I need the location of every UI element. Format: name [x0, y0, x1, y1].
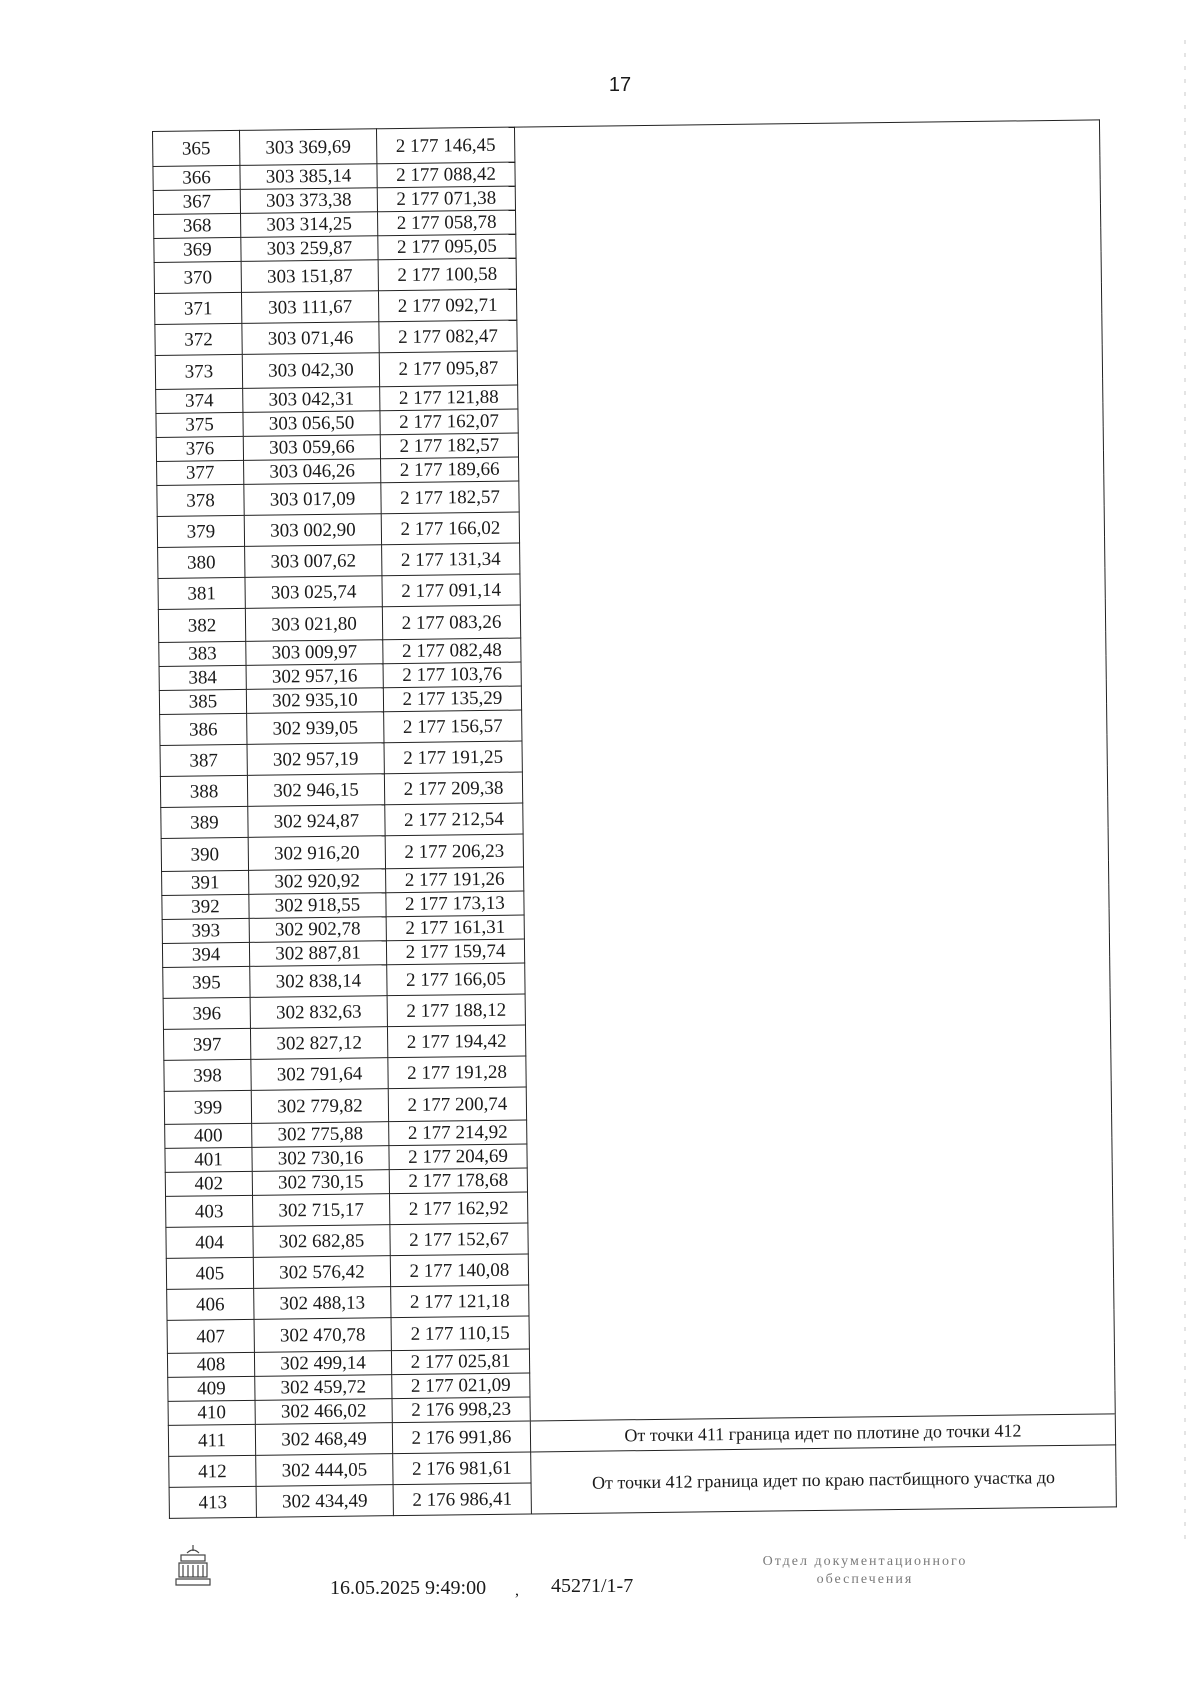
y-coordinate-cell: 2 177 095,05	[378, 234, 516, 260]
x-coordinate-cell: 302 488,13	[254, 1287, 391, 1320]
x-coordinate-cell: 302 468,49	[255, 1423, 392, 1456]
table-row	[153, 120, 1100, 167]
x-coordinate-cell: 302 730,15	[252, 1170, 389, 1196]
point-number-cell: 373	[155, 354, 242, 389]
y-coordinate-cell: 2 177 166,02	[381, 512, 519, 545]
point-number-cell: 408	[167, 1352, 254, 1377]
y-coordinate-cell: 2 177 021,09	[392, 1373, 530, 1399]
point-number-cell: 366	[153, 165, 240, 190]
point-number-cell: 393	[162, 918, 249, 943]
x-coordinate-cell: 303 042,30	[242, 353, 379, 389]
point-number-cell: 386	[160, 713, 247, 745]
x-coordinate-cell: 302 924,87	[248, 805, 385, 838]
x-coordinate-cell: 302 459,72	[255, 1375, 392, 1401]
x-coordinate-cell: 303 369,69	[239, 129, 376, 166]
y-coordinate-cell: 2 177 209,38	[384, 772, 522, 805]
point-number-cell: 367	[153, 189, 240, 214]
y-coordinate-cell: 2 177 191,26	[386, 867, 524, 893]
y-coordinate-cell: 2 177 161,31	[386, 915, 524, 941]
x-coordinate-cell: 303 259,87	[241, 236, 378, 262]
point-number-cell: 399	[164, 1090, 251, 1124]
point-number-cell: 381	[158, 577, 245, 609]
point-number-cell: 372	[155, 323, 242, 355]
y-coordinate-cell: 2 177 025,81	[391, 1349, 529, 1375]
stamp-line-2: обеспечения	[816, 1572, 914, 1588]
point-number-cell: 378	[157, 484, 244, 516]
point-number-cell: 377	[157, 460, 244, 485]
x-coordinate-cell: 302 916,20	[248, 836, 385, 871]
point-number-cell: 383	[159, 641, 246, 666]
point-number-cell: 412	[169, 1455, 256, 1487]
point-number-cell: 392	[162, 894, 249, 919]
coordinates-table-wrapper	[152, 119, 1117, 1518]
x-coordinate-cell: 303 042,31	[243, 387, 380, 413]
y-coordinate-cell: 2 177 194,42	[387, 1025, 525, 1058]
y-coordinate-cell: 2 177 162,07	[380, 409, 518, 435]
y-coordinate-cell: 2 177 082,47	[379, 320, 517, 353]
y-coordinate-cell: 2 177 100,58	[378, 258, 516, 291]
point-number-cell: 374	[156, 388, 243, 413]
y-coordinate-cell: 2 177 159,74	[386, 939, 524, 965]
x-coordinate-cell: 303 373,38	[240, 188, 377, 214]
point-number-cell: 394	[162, 942, 249, 967]
x-coordinate-cell: 303 002,90	[244, 514, 381, 547]
y-coordinate-cell: 2 177 103,76	[383, 662, 521, 688]
y-coordinate-cell: 2 177 204,69	[389, 1144, 527, 1170]
document-code: 45271/1-7	[551, 1575, 634, 1597]
x-coordinate-cell: 302 920,92	[249, 869, 386, 895]
y-coordinate-cell: 2 177 058,78	[378, 210, 516, 236]
x-coordinate-cell: 302 730,16	[252, 1146, 389, 1172]
description-cell-empty	[514, 120, 1115, 1421]
x-coordinate-cell: 303 009,97	[246, 640, 383, 666]
y-coordinate-cell: 2 177 131,34	[382, 543, 520, 576]
x-coordinate-cell: 303 385,14	[240, 164, 377, 190]
y-coordinate-cell: 2 177 191,28	[388, 1056, 526, 1089]
y-coordinate-cell: 2 177 182,57	[380, 433, 518, 459]
x-coordinate-cell: 302 682,85	[253, 1225, 390, 1258]
x-coordinate-cell: 302 470,78	[254, 1318, 391, 1353]
point-number-cell: 411	[168, 1424, 255, 1456]
y-coordinate-cell: 2 177 189,66	[381, 457, 519, 483]
point-number-cell: 391	[162, 870, 249, 895]
y-coordinate-cell: 2 177 088,42	[377, 162, 515, 188]
y-coordinate-cell: 2 177 146,45	[376, 127, 514, 164]
point-number-cell: 407	[167, 1319, 254, 1353]
y-coordinate-cell: 2 177 092,71	[378, 289, 516, 322]
point-number-cell: 369	[154, 237, 241, 262]
y-coordinate-cell: 2 177 162,92	[390, 1192, 528, 1225]
x-coordinate-cell: 303 046,26	[244, 459, 381, 485]
x-coordinate-cell: 302 939,05	[247, 712, 384, 745]
point-number-cell: 375	[156, 412, 243, 437]
y-coordinate-cell: 2 176 998,23	[392, 1397, 530, 1423]
point-number-cell: 365	[153, 130, 240, 166]
point-number-cell: 398	[164, 1059, 251, 1091]
x-coordinate-cell: 303 059,66	[243, 435, 380, 461]
x-coordinate-cell: 302 827,12	[250, 1027, 387, 1060]
y-coordinate-cell: 2 177 083,26	[382, 605, 520, 640]
coordinates-table	[152, 119, 1117, 1518]
description-cell: От точки 411 граница идет по плотине до точки 412	[530, 1414, 1115, 1452]
point-number-cell: 402	[165, 1171, 252, 1196]
point-number-cell: 376	[156, 436, 243, 461]
point-number-cell: 382	[158, 608, 245, 642]
y-coordinate-cell: 2 177 214,92	[389, 1120, 527, 1146]
x-coordinate-cell: 303 021,80	[245, 607, 382, 642]
x-coordinate-cell: 302 715,17	[253, 1194, 390, 1227]
y-coordinate-cell: 2 176 986,41	[393, 1483, 531, 1516]
x-coordinate-cell: 303 017,09	[244, 483, 381, 516]
stamp-line-1: Отдел документационного	[762, 1554, 968, 1569]
point-number-cell: 403	[166, 1195, 253, 1227]
point-number-cell: 380	[158, 546, 245, 578]
y-coordinate-cell: 2 177 121,18	[391, 1285, 529, 1318]
point-number-cell: 390	[161, 837, 248, 871]
x-coordinate-cell: 302 499,14	[254, 1351, 391, 1377]
point-number-cell: 388	[160, 775, 247, 807]
point-number-cell: 396	[163, 997, 250, 1029]
y-coordinate-cell: 2 177 082,48	[383, 638, 521, 664]
point-number-cell: 406	[167, 1288, 254, 1320]
x-coordinate-cell: 303 056,50	[243, 411, 380, 437]
y-coordinate-cell: 2 177 152,67	[390, 1223, 528, 1256]
y-coordinate-cell: 2 177 140,08	[390, 1254, 528, 1287]
y-coordinate-cell: 2 177 091,14	[382, 574, 520, 607]
x-coordinate-cell: 302 791,64	[251, 1058, 388, 1091]
point-number-cell: 395	[163, 966, 250, 998]
point-number-cell: 371	[154, 292, 241, 324]
point-number-cell: 385	[159, 689, 246, 714]
x-coordinate-cell: 302 775,88	[252, 1122, 389, 1148]
x-coordinate-cell: 302 918,55	[249, 893, 386, 919]
x-coordinate-cell: 302 957,16	[246, 664, 383, 690]
x-coordinate-cell: 302 466,02	[255, 1399, 392, 1425]
point-number-cell: 409	[168, 1376, 255, 1401]
x-coordinate-cell: 303 151,87	[241, 260, 378, 293]
x-coordinate-cell: 303 025,74	[245, 576, 382, 609]
point-number-cell: 370	[154, 261, 241, 293]
x-coordinate-cell: 302 902,78	[249, 917, 386, 943]
y-coordinate-cell: 2 177 071,38	[377, 186, 515, 212]
x-coordinate-cell: 302 832,63	[250, 996, 387, 1029]
y-coordinate-cell: 2 177 212,54	[385, 803, 523, 836]
y-coordinate-cell: 2 177 200,74	[388, 1087, 526, 1122]
point-number-cell: 405	[166, 1257, 253, 1289]
office-stamp	[725, 1553, 1005, 1589]
point-number-cell: 401	[165, 1147, 252, 1172]
y-coordinate-cell: 2 177 110,15	[391, 1316, 529, 1351]
point-number-cell: 368	[154, 213, 241, 238]
x-coordinate-cell: 303 071,46	[242, 322, 379, 355]
footer-separator: ,	[515, 1582, 519, 1599]
point-number-cell: 397	[163, 1028, 250, 1060]
y-coordinate-cell: 2 176 981,61	[393, 1452, 531, 1485]
y-coordinate-cell: 2 177 166,05	[387, 963, 525, 996]
page-number: 17	[608, 74, 632, 96]
x-coordinate-cell: 303 314,25	[241, 212, 378, 238]
x-coordinate-cell: 302 838,14	[250, 965, 387, 998]
y-coordinate-cell: 2 177 121,88	[380, 385, 518, 411]
footer-date: 16.05.2025 9:49:00	[330, 1577, 487, 1599]
point-number-cell: 413	[169, 1486, 256, 1518]
y-coordinate-cell: 2 177 182,57	[381, 481, 519, 514]
x-coordinate-cell: 302 576,42	[253, 1256, 390, 1289]
x-coordinate-cell: 302 444,05	[256, 1454, 393, 1487]
x-coordinate-cell: 303 007,62	[245, 545, 382, 578]
point-number-cell: 410	[168, 1400, 255, 1425]
x-coordinate-cell: 303 111,67	[241, 291, 378, 324]
point-number-cell: 404	[166, 1226, 253, 1258]
point-number-cell: 387	[160, 744, 247, 776]
scan-margin-marks	[1182, 40, 1188, 1540]
coordinates-table-body	[153, 120, 1117, 1518]
y-coordinate-cell: 2 177 178,68	[389, 1168, 527, 1194]
x-coordinate-cell: 302 887,81	[249, 941, 386, 967]
y-coordinate-cell: 2 177 156,57	[384, 710, 522, 743]
y-coordinate-cell: 2 177 173,13	[386, 891, 524, 917]
x-coordinate-cell: 302 946,15	[247, 774, 384, 807]
x-coordinate-cell: 302 957,19	[247, 743, 384, 776]
y-coordinate-cell: 2 177 206,23	[385, 834, 523, 869]
y-coordinate-cell: 2 177 191,25	[384, 741, 522, 774]
description-cell: От точки 412 граница идет по краю пастбищного участка до	[531, 1445, 1117, 1514]
y-coordinate-cell: 2 177 188,12	[387, 994, 525, 1027]
point-number-cell: 384	[159, 665, 246, 690]
y-coordinate-cell: 2 177 135,29	[383, 686, 521, 712]
point-number-cell: 389	[161, 806, 248, 838]
y-coordinate-cell: 2 177 095,87	[379, 351, 517, 387]
point-number-cell: 379	[157, 515, 244, 547]
x-coordinate-cell: 302 434,49	[256, 1485, 393, 1518]
emblem-icon	[173, 1543, 213, 1589]
x-coordinate-cell: 302 935,10	[246, 688, 383, 714]
x-coordinate-cell: 302 779,82	[251, 1089, 388, 1124]
point-number-cell: 400	[165, 1123, 252, 1148]
y-coordinate-cell: 2 176 991,86	[392, 1421, 530, 1454]
